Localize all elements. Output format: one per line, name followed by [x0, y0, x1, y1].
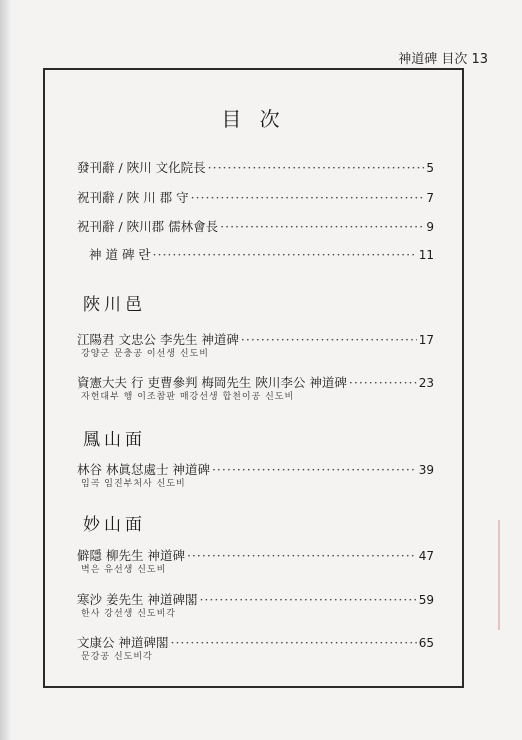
leader-dots	[212, 462, 417, 477]
entry-reading: 임곡 임진부처사 신도비	[81, 479, 186, 489]
entry-page: 39	[418, 463, 434, 477]
toc-entry[interactable]	[77, 188, 434, 206]
entry-page: 59	[418, 593, 434, 607]
section-heading: 鳳山面	[83, 430, 146, 450]
section-heading: 陜川邑	[83, 295, 146, 315]
section-heading: 妙山面	[83, 515, 146, 535]
entry-title: 江陽君 文忠公 李先生 神道碑	[77, 332, 239, 347]
entry-title: 神 道 碑 란	[89, 247, 151, 262]
entry-page: 9	[426, 220, 434, 234]
entry-reading: 자헌대부 행 이조참판 매강선생 합천이공 신도비	[81, 392, 295, 402]
leader-dots	[220, 219, 424, 234]
leader-dots	[241, 332, 417, 347]
toc-frame	[43, 68, 464, 688]
toc-entry[interactable]	[89, 245, 434, 263]
entry-reading: 강양군 문충공 이선생 신도비	[81, 349, 209, 359]
entry-page: 7	[426, 191, 434, 205]
entry-page: 65	[418, 636, 434, 650]
entry-reading: 벽은 유선생 신도비	[81, 565, 167, 575]
toc-entry[interactable]	[77, 158, 434, 176]
entry-page: 47	[418, 549, 434, 563]
entry-page: 5	[426, 161, 434, 175]
toc-entry[interactable]	[77, 217, 434, 235]
leader-dots	[170, 635, 416, 650]
entry-title: 發刊辭 / 陜川 文化院長	[77, 160, 206, 175]
entry-reading: 한사 강선생 신도비각	[81, 609, 176, 619]
running-header: 神道碑 目次 13	[398, 52, 488, 67]
margin-ink-mark	[498, 520, 508, 630]
toc-title: 目 次	[221, 107, 286, 131]
entry-page: 17	[418, 333, 434, 347]
leader-dots	[187, 548, 417, 563]
entry-title: 文康公 神道碑閣	[77, 635, 169, 650]
leader-dots	[153, 247, 417, 262]
leader-dots	[208, 160, 425, 175]
entry-title: 資憲大夫 行 吏曹參判 梅岡先生 陜川李公 神道碑	[77, 375, 347, 390]
entry-title: 林谷 林眞怤處士 神道碑	[77, 462, 210, 477]
entry-title: 祝刊辭 / 陜 川 郡 守	[77, 190, 189, 205]
entry-title: 祝刊辭 / 陜川郡 儒林會長	[77, 219, 219, 234]
page-gutter-shadow	[0, 0, 10, 740]
entry-title: 寒沙 姜先生 神道碑閣	[77, 592, 198, 607]
leader-dots	[199, 592, 416, 607]
entry-page: 11	[418, 248, 434, 262]
entry-page: 23	[418, 376, 434, 390]
leader-dots	[349, 375, 417, 390]
leader-dots	[191, 190, 425, 205]
entry-title: 僻隱 柳先生 神道碑	[77, 548, 185, 563]
entry-reading: 문강공 신도비각	[81, 652, 153, 662]
